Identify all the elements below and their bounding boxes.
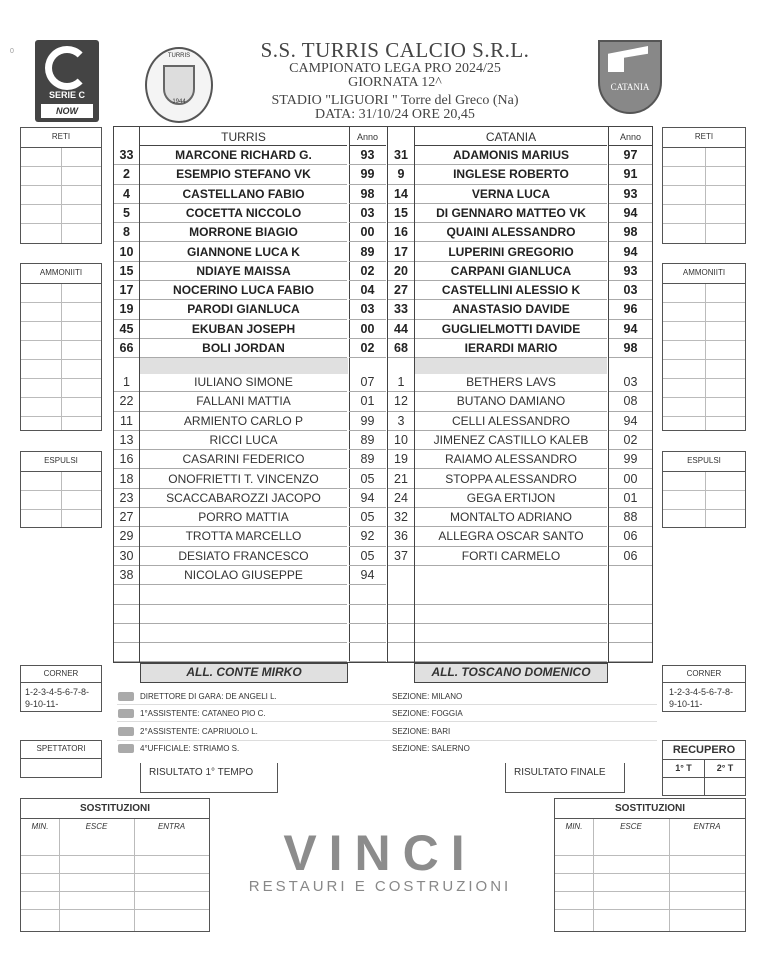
home-subs-name: CASARINI FEDERICO [140, 450, 347, 469]
company-title: S.S. TURRIS CALCIO S.R.L. [260, 38, 530, 62]
reti-left-box [20, 127, 102, 244]
away-subs-name: BUTANO DAMIANO [415, 392, 607, 411]
home-subs-anno: 07 [349, 373, 386, 392]
home-starters-name: COCETTA NICCOLO [140, 204, 347, 223]
corner-right-values: 1-2-3-4-5-6-7-8-9-10-11- [669, 687, 734, 709]
home-subs-name: SCACCABAROZZI JACOPO [140, 489, 347, 508]
away-starters-name: LUPERINI GREGORIO [415, 243, 607, 262]
away-subs-anno: 94 [609, 412, 652, 431]
match-info [230, 62, 560, 90]
home-subs-num: 38 [114, 566, 139, 585]
home-subs-name: TROTTA MARCELLO [140, 527, 347, 546]
away-starters-num: 68 [388, 339, 414, 358]
official-section: SEZIONE: SALERNO [392, 744, 470, 753]
home-subs-num: 11 [114, 412, 139, 431]
primo-tempo-label: 1° T [675, 763, 692, 773]
away-starters-name: INGLESE ROBERTO [415, 165, 607, 184]
home-coach: ALL. CONTE MIRKO [140, 663, 348, 683]
away-team-header: CATANIA [415, 128, 607, 146]
home-subs-anno: 94 [349, 566, 386, 585]
away-subs-anno: 99 [609, 450, 652, 469]
empty-row-cell [114, 643, 139, 662]
home-subs-num: 1 [114, 373, 139, 392]
now-label: NOW [41, 104, 93, 118]
away-subs-num: 36 [388, 527, 414, 546]
turris-logo [145, 47, 213, 123]
away-starters-anno: 03 [609, 281, 652, 300]
away-starters-name: GUGLIELMOTTI DAVIDE [415, 320, 607, 339]
ammoniti-right-box [662, 263, 746, 431]
away-anno-header: Anno [609, 128, 652, 146]
sponsor-tagline: RESTAURI E COSTRUZIONI [248, 878, 512, 895]
empty-row-cell [609, 605, 652, 624]
away-starters-anno: 97 [609, 146, 652, 165]
away-subs-anno: 06 [609, 527, 652, 546]
away-subs-anno: 88 [609, 508, 652, 527]
away-starters-anno: 94 [609, 243, 652, 262]
home-starters-num: 45 [114, 320, 139, 339]
corner-right-box [662, 665, 746, 712]
empty-row-cell [609, 643, 652, 662]
sostituzioni-left-box [20, 798, 210, 932]
turris-logo-year: 1944 [172, 99, 186, 105]
away-starters-num: 9 [388, 165, 414, 184]
home-subs-num: 27 [114, 508, 139, 527]
away-starters-name: CASTELLINI ALESSIO K [415, 281, 607, 300]
empty-row-cell [388, 624, 414, 643]
home-subs-anno: 92 [349, 527, 386, 546]
home-starters-name: ESEMPIO STEFANO VK [140, 165, 347, 184]
match-date: DATA: 31/10/24 ORE 20,45 [315, 107, 475, 122]
empty-row-cell [140, 643, 347, 662]
home-starters-anno: 89 [349, 243, 386, 262]
away-subs-num: 24 [388, 489, 414, 508]
home-subs-num: 29 [114, 527, 139, 546]
reti-right-header: RETI [663, 128, 745, 148]
home-subs-anno: 05 [349, 547, 386, 566]
away-subs-anno: 01 [609, 489, 652, 508]
home-subs-num: 13 [114, 431, 139, 450]
home-subs-name: NICOLAO GIUSEPPE [140, 566, 347, 585]
away-subs-num: 12 [388, 392, 414, 411]
away-subs-anno: 00 [609, 470, 652, 489]
half-result-label: RISULTATO 1° TEMPO [149, 767, 254, 778]
home-subs-name: PORRO MATTIA [140, 508, 347, 527]
empty-row-cell [388, 605, 414, 624]
official-role-text: 1°ASSISTENTE: CATANEO PIO C. [140, 709, 266, 718]
home-subs-anno: 89 [349, 431, 386, 450]
home-starters-num: 66 [114, 339, 139, 358]
away-starters-anno: 98 [609, 339, 652, 358]
away-subs-name: STOPPA ALESSANDRO [415, 470, 607, 489]
away-starters-num: 14 [388, 185, 414, 204]
empty-row-cell [349, 605, 386, 624]
home-subs-anno: 99 [349, 412, 386, 431]
sponsor-logo [235, 825, 525, 895]
sostituzioni-right-title: SOSTITUZIONI [555, 799, 745, 819]
away-starters-anno: 94 [609, 320, 652, 339]
corner-right-header: CORNER [663, 666, 745, 683]
away-subs-num: 19 [388, 450, 414, 469]
official-section: SEZIONE: FOGGIA [392, 709, 463, 718]
empty-row-cell [388, 643, 414, 662]
away-subs-name: JIMENEZ CASTILLO KALEB [415, 431, 607, 450]
empty-row-cell [415, 643, 607, 662]
empty-row-cell [140, 624, 347, 643]
empty-row-cell [140, 585, 347, 604]
home-starters-anno: 99 [349, 165, 386, 184]
empty-row-cell [415, 585, 607, 604]
sostituzioni-left-min: MIN. [31, 822, 49, 831]
home-starters-anno: 03 [349, 300, 386, 319]
away-subs-name: GEGA ERTIJON [415, 489, 607, 508]
home-subs-num: 22 [114, 392, 139, 411]
home-starters-name: GIANNONE LUCA K [140, 243, 347, 262]
home-subs-name: RICCI LUCA [140, 431, 347, 450]
home-subs-name: IULIANO SIMONE [140, 373, 347, 392]
away-starters-anno: 93 [609, 262, 652, 281]
empty-row-cell [349, 624, 386, 643]
away-starters-anno: 93 [609, 185, 652, 204]
stadium: STADIO "LIGUORI " Torre del Greco (Na) [271, 93, 519, 108]
home-starters-anno: 04 [349, 281, 386, 300]
empty-row-cell [388, 585, 414, 604]
sostituzioni-right-min: MIN. [565, 822, 583, 831]
half-result-box [140, 763, 278, 793]
official-role [118, 688, 277, 704]
away-subs-anno: 06 [609, 547, 652, 566]
empty-row-cell [609, 624, 652, 643]
home-starters-anno: 00 [349, 320, 386, 339]
sponsor-name: VINCI [283, 825, 477, 881]
home-subs-anno: 01 [349, 392, 386, 411]
home-starters-num: 10 [114, 243, 139, 262]
empty-row-cell [349, 643, 386, 662]
away-subs-name: RAIAMO ALESSANDRO [415, 450, 607, 469]
away-subs-num: 21 [388, 470, 414, 489]
away-subs-num: 3 [388, 412, 414, 431]
home-anno-header: Anno [349, 128, 386, 146]
empty-row-cell [140, 605, 347, 624]
away-subs-num: 1 [388, 373, 414, 392]
serie-c-label: SERIE C [48, 90, 85, 100]
away-starters-num: 16 [388, 223, 414, 242]
home-starters-anno: 00 [349, 223, 386, 242]
final-result-label: RISULTATO FINALE [514, 767, 606, 778]
spettatori-box [20, 740, 102, 778]
ammoniti-right-header: AMMONIITI [663, 264, 745, 284]
home-starters-name: MARCONE RICHARD G. [140, 146, 347, 165]
empty-row-cell [415, 605, 607, 624]
home-starters-num: 15 [114, 262, 139, 281]
home-starters-name: PARODI GIANLUCA [140, 300, 347, 319]
espulsi-right-box [662, 451, 746, 528]
sostituzioni-left-esce: ESCE [85, 822, 108, 831]
corner-left-header: CORNER [21, 666, 101, 683]
empty-row-cell [114, 585, 139, 604]
espulsi-left-header: ESPULSI [21, 452, 101, 472]
home-starters-name: BOLI JORDAN [140, 339, 347, 358]
away-starters-num: 44 [388, 320, 414, 339]
corner-left-values: 1-2-3-4-5-6-7-8-9-10-11- [25, 687, 90, 709]
espulsi-right-header: ESPULSI [663, 452, 745, 472]
ammoniti-left-header: AMMONIITI [21, 264, 101, 284]
away-starters-num: 20 [388, 262, 414, 281]
home-starters-name: EKUBAN JOSEPH [140, 320, 347, 339]
empty-row-cell [114, 605, 139, 624]
home-subs-num: 18 [114, 470, 139, 489]
recupero-box [662, 740, 746, 796]
home-starters-name: CASTELLANO FABIO [140, 185, 347, 204]
home-subs-anno: 05 [349, 508, 386, 527]
secondo-tempo-label: 2° T [716, 763, 734, 773]
home-starters-num: 2 [114, 165, 139, 184]
away-starters-anno: 91 [609, 165, 652, 184]
home-subs-name: ONOFRIETTI T. VINCENZO [140, 470, 347, 489]
serie-c-logo [35, 40, 99, 122]
corner-left-box [20, 665, 102, 712]
empty-row-cell [114, 624, 139, 643]
official-section: SEZIONE: MILANO [392, 691, 463, 701]
away-starters-anno: 94 [609, 204, 652, 223]
home-starters-num: 5 [114, 204, 139, 223]
home-starters-anno: 03 [349, 204, 386, 223]
away-starters-anno: 98 [609, 223, 652, 242]
round: GIORNATA 12^ [348, 75, 442, 90]
away-starters-name: ANASTASIO DAVIDE [415, 300, 607, 319]
home-subs-name: ARMIENTO CARLO P [140, 412, 347, 431]
sostituzioni-right-box [554, 798, 746, 932]
championship: CAMPIONATO LEGA PRO 2024/25 [289, 61, 501, 76]
recupero-header: RECUPERO [663, 741, 745, 760]
home-starters-anno: 02 [349, 339, 386, 358]
home-subs-num: 30 [114, 547, 139, 566]
reti-right-box [662, 127, 746, 244]
home-starters-num: 8 [114, 223, 139, 242]
official-role [118, 706, 266, 722]
official-role-text: 4°UFFICIALE: STRIAMO S. [140, 744, 240, 753]
home-starters-anno: 93 [349, 146, 386, 165]
home-subs-name: FALLANI MATTIA [140, 392, 347, 411]
away-starters-name: IERARDI MARIO [415, 339, 607, 358]
away-subs-name: MONTALTO ADRIANO [415, 508, 607, 527]
away-starters-anno: 96 [609, 300, 652, 319]
empty-row-cell [609, 585, 652, 604]
home-subs-anno: 89 [349, 450, 386, 469]
home-subs-name: DESIATO FRANCESCO [140, 547, 347, 566]
away-subs-name: FORTI CARMELO [415, 547, 607, 566]
whistle-icon [118, 744, 134, 753]
sostituzioni-left-title: SOSTITUZIONI [21, 799, 209, 819]
catania-logo-label: CATANIA [610, 82, 650, 92]
home-subs-anno: 94 [349, 489, 386, 508]
home-subs-anno: 05 [349, 470, 386, 489]
away-starters-name: QUAINI ALESSANDRO [415, 223, 607, 242]
sostituzioni-right-entra: ENTRA [693, 822, 721, 831]
whistle-icon [118, 709, 134, 718]
official-role-text: 2°ASSISTENTE: CAPRIUOLO L. [140, 726, 258, 736]
away-subs-num: 37 [388, 547, 414, 566]
home-subs-num: 16 [114, 450, 139, 469]
home-starters-anno: 98 [349, 185, 386, 204]
page-marker: 0 [10, 48, 14, 55]
away-starters-name: VERNA LUCA [415, 185, 607, 204]
home-starters-anno: 02 [349, 262, 386, 281]
home-starters-num: 19 [114, 300, 139, 319]
away-subs-anno: 08 [609, 392, 652, 411]
official-role [118, 723, 258, 739]
ammoniti-left-box [20, 263, 102, 431]
official-role [118, 741, 239, 757]
home-subs-num: 23 [114, 489, 139, 508]
home-team-header: TURRIS [140, 128, 347, 146]
venue-info [230, 94, 560, 122]
espulsi-left-box [20, 451, 102, 528]
official-section: SEZIONE: BARI [392, 726, 451, 736]
away-starters-num: 17 [388, 243, 414, 262]
catania-logo [598, 40, 662, 116]
spettatori-header: SPETTATORI [21, 741, 101, 759]
away-starters-name: DI GENNARO MATTEO VK [415, 204, 607, 223]
whistle-icon [118, 692, 134, 701]
sostituzioni-right-esce: ESCE [620, 822, 642, 831]
reti-left-header: RETI [21, 128, 101, 148]
home-starters-name: MORRONE BIAGIO [140, 223, 347, 242]
home-starters-num: 17 [114, 281, 139, 300]
away-subs-anno: 03 [609, 373, 652, 392]
home-starters-num: 4 [114, 185, 139, 204]
empty-row-cell [415, 624, 607, 643]
empty-row-cell [349, 585, 386, 604]
away-starters-num: 27 [388, 281, 414, 300]
final-result-box [505, 763, 625, 793]
away-coach: ALL. TOSCANO DOMENICO [414, 663, 608, 683]
away-subs-name: BETHERS LAVS [415, 373, 607, 392]
away-starters-num: 33 [388, 300, 414, 319]
away-subs-num: 10 [388, 431, 414, 450]
whistle-icon [118, 727, 134, 736]
away-starters-num: 15 [388, 204, 414, 223]
away-starters-name: CARPANI GIANLUCA [415, 262, 607, 281]
home-starters-num: 33 [114, 146, 139, 165]
away-starters-num: 31 [388, 146, 414, 165]
home-starters-name: NOCERINO LUCA FABIO [140, 281, 347, 300]
away-subs-name: ALLEGRA OSCAR SANTO [415, 527, 607, 546]
away-subs-num: 32 [388, 508, 414, 527]
turris-logo-label: TURRIS [167, 53, 191, 59]
home-starters-name: NDIAYE MAISSA [140, 262, 347, 281]
official-role-text: DIRETTORE DI GARA: DE ANGELI L. [140, 691, 277, 701]
away-starters-name: ADAMONIS MARIUS [415, 146, 607, 165]
sostituzioni-left-entra: ENTRA [157, 822, 186, 831]
away-subs-name: CELLI ALESSANDRO [415, 412, 607, 431]
away-subs-anno: 02 [609, 431, 652, 450]
